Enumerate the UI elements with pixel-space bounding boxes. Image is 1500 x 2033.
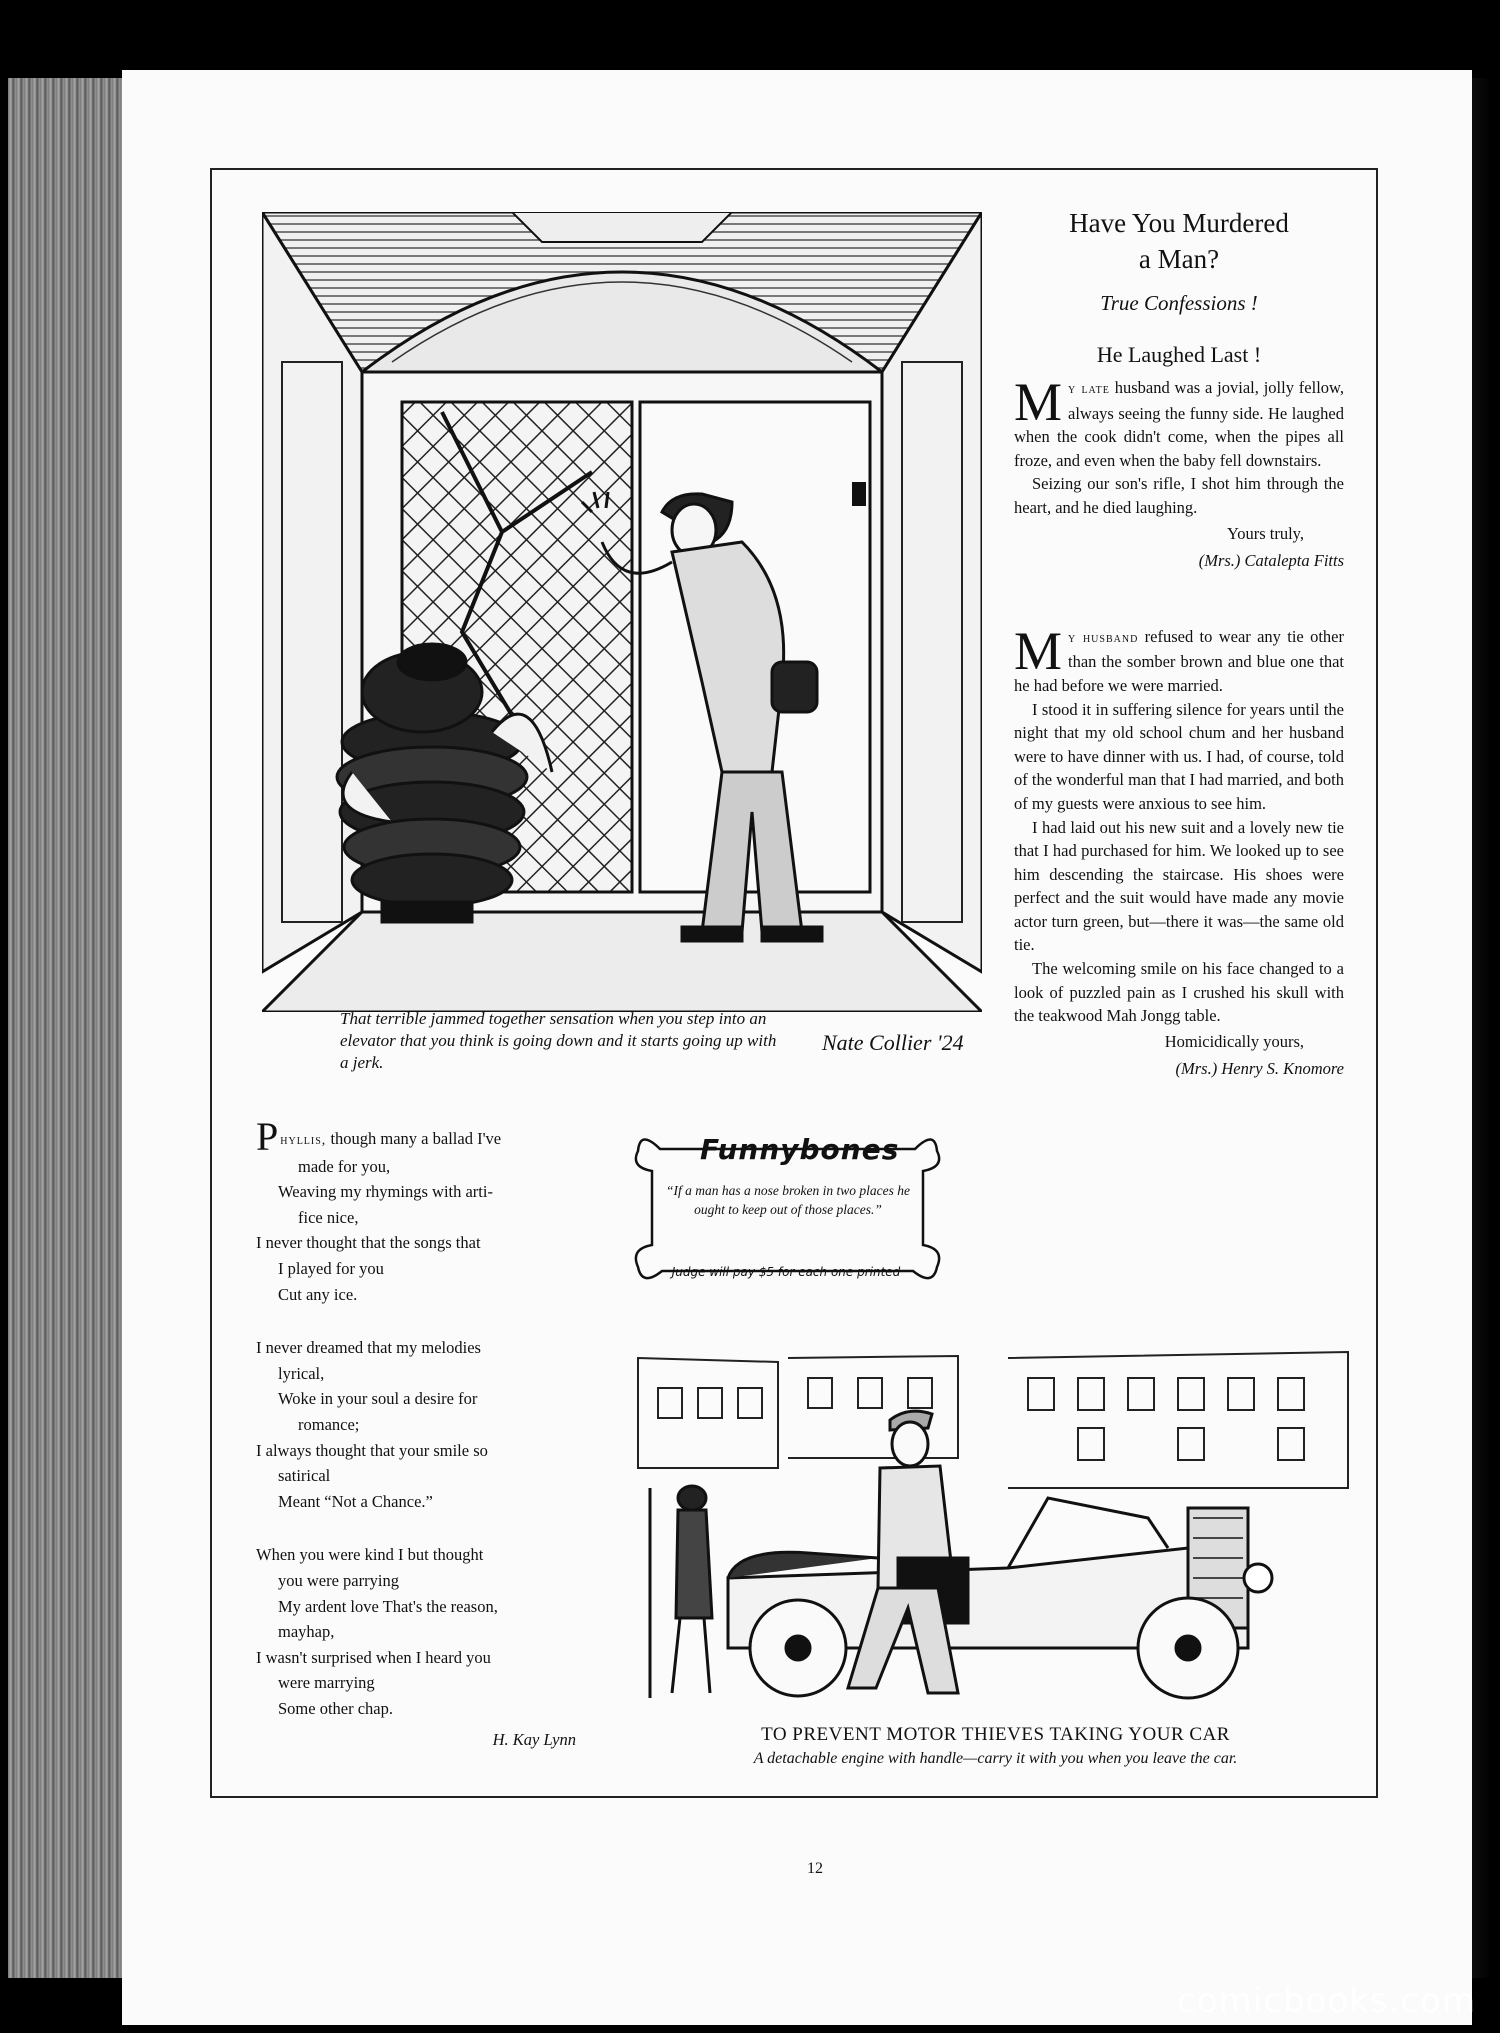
poem-author: H. Kay Lynn (492, 1730, 576, 1750)
poem-line: mayhap, (278, 1622, 335, 1642)
story2-paragraph-3: I had laid out his new suit and a lovely new tie that I had purchased for him. We looked up to see him descending the staircase. His shoes were perfect and the suit would have made any movie actor turn green, but—there it was—the same old tie. (1014, 817, 1344, 955)
story2-dropcap: M (1014, 620, 1063, 681)
story1-signer: (Mrs.) Catalepta Fitts (1198, 551, 1344, 571)
artist-signature: Nate Collier '24 (822, 1030, 964, 1055)
story1-signoff: Yours truly, (1226, 523, 1304, 543)
poem-dropcap: P (256, 1114, 279, 1159)
elevator-cartoon-illustration (262, 212, 982, 1012)
story2-signer: (Mrs.) Henry S. Knomore (1175, 1059, 1344, 1079)
story1-dropcap: M (1014, 372, 1063, 432)
poem (256, 1114, 600, 1781)
poem-line: fice nice, (298, 1207, 359, 1227)
poem-line: Weaving my rhymings with arti- (278, 1182, 493, 1202)
story1-p1-text: husband was a jovial, jolly fellow, always seeing the funny side. He laughed when the cook didn't come, when the pipes all froze, and even when the baby fell downstairs. (1014, 378, 1344, 470)
poem-line: you were parrying (278, 1570, 399, 1590)
poem-line (256, 1114, 600, 1159)
detachable-engine-cartoon-illustration (628, 1348, 1363, 1728)
poem-line: were marrying (278, 1673, 375, 1693)
cartoon-caption: That terrible jammed together sensation when you step into an elevator that you think is going down and it starts going up with a jerk. (340, 1009, 777, 1072)
story1-body (1014, 372, 1344, 573)
article-subhead: True Confessions ! (1100, 291, 1258, 315)
poem-smallcaps: hyllis, (280, 1133, 327, 1148)
poem-line: lyrical, (278, 1363, 325, 1383)
funnybones-title: Funnybones (700, 1133, 900, 1166)
poem-line-text: though many a ballad I've (326, 1129, 502, 1148)
story1-smallcaps: y late (1068, 382, 1110, 397)
poem-line: I wasn't surprised when I heard you (256, 1647, 491, 1667)
story1-paragraph-2: Seizing our son's rifle, I shot him through the heart, and he died laughing. (1014, 474, 1344, 517)
funnybones-box (630, 1127, 945, 1289)
cartoon-headline: TO PREVENT MOTOR THIEVES TAKING YOUR CAR (761, 1724, 1230, 1745)
headline-line2: a Man? (1138, 244, 1220, 274)
article-column (1014, 205, 1344, 1081)
poem-line: Meant “Not a Chance.” (278, 1491, 433, 1511)
story1-title: He Laughed Last ! (1096, 342, 1262, 367)
funnybones-quote: “If a man has a nose broken in two places he ought to keep out of those places.” (666, 1183, 910, 1217)
site-watermark: comicbooks.com (1177, 1981, 1476, 2021)
story2-paragraph-4: The welcoming smile on his face changed to a look of puzzled pain as I crushed his skull with the teakwood Mah Jongg table. (1014, 959, 1344, 1026)
poem-line: Cut any ice. (278, 1284, 358, 1304)
story2-smallcaps: y husband (1068, 630, 1139, 646)
headline-line1: Have You Murdered (1069, 208, 1289, 238)
story2-paragraph-1 (1014, 620, 1344, 698)
cartoon-subtitle: A detachable engine with handle—carry it with you when you leave the car. (753, 1750, 1238, 1767)
poem-line: When you were kind I but thought (256, 1545, 484, 1565)
poem-line: I always thought that your smile so (256, 1440, 488, 1460)
poem-line: I never dreamed that my melodies (256, 1338, 481, 1358)
story2-signoff: Homicidically yours, (1164, 1031, 1304, 1051)
poem-line: satirical (278, 1466, 331, 1486)
funnybones-note: Judge will pay $5 for each one printed (671, 1265, 901, 1279)
poem-line: Woke in your soul a desire for (278, 1389, 478, 1409)
story2-body (1014, 620, 1344, 1081)
poem-line: romance; (298, 1414, 360, 1434)
poem-line: I never thought that the songs that (256, 1233, 481, 1253)
poem-stanza-3 (256, 1542, 600, 1753)
book-page-edges-left (8, 78, 128, 1978)
poem-line: I played for you (278, 1258, 384, 1278)
page-number: 12 (807, 1860, 823, 1877)
article-headline (1014, 205, 1344, 277)
poem-stanza-2 (256, 1335, 600, 1514)
poem-line: made for you, (298, 1156, 391, 1176)
poem-line: Some other chap. (278, 1698, 394, 1718)
story2-p1-text: refused to wear any tie other than the somber brown and blue one that he had before we were married. (1014, 626, 1344, 695)
poem-stanza-1 (256, 1114, 600, 1307)
story1-paragraph-1 (1014, 372, 1344, 472)
poem-line: My ardent love That's the reason, (278, 1596, 498, 1616)
story2-paragraph-2: I stood it in suffering silence for years until the night that my old school chum and her husband were to have dinner with us. I had, of course, told of the wonderful man that I had married, and both of my guests were anxious to see him. (1014, 699, 1344, 813)
